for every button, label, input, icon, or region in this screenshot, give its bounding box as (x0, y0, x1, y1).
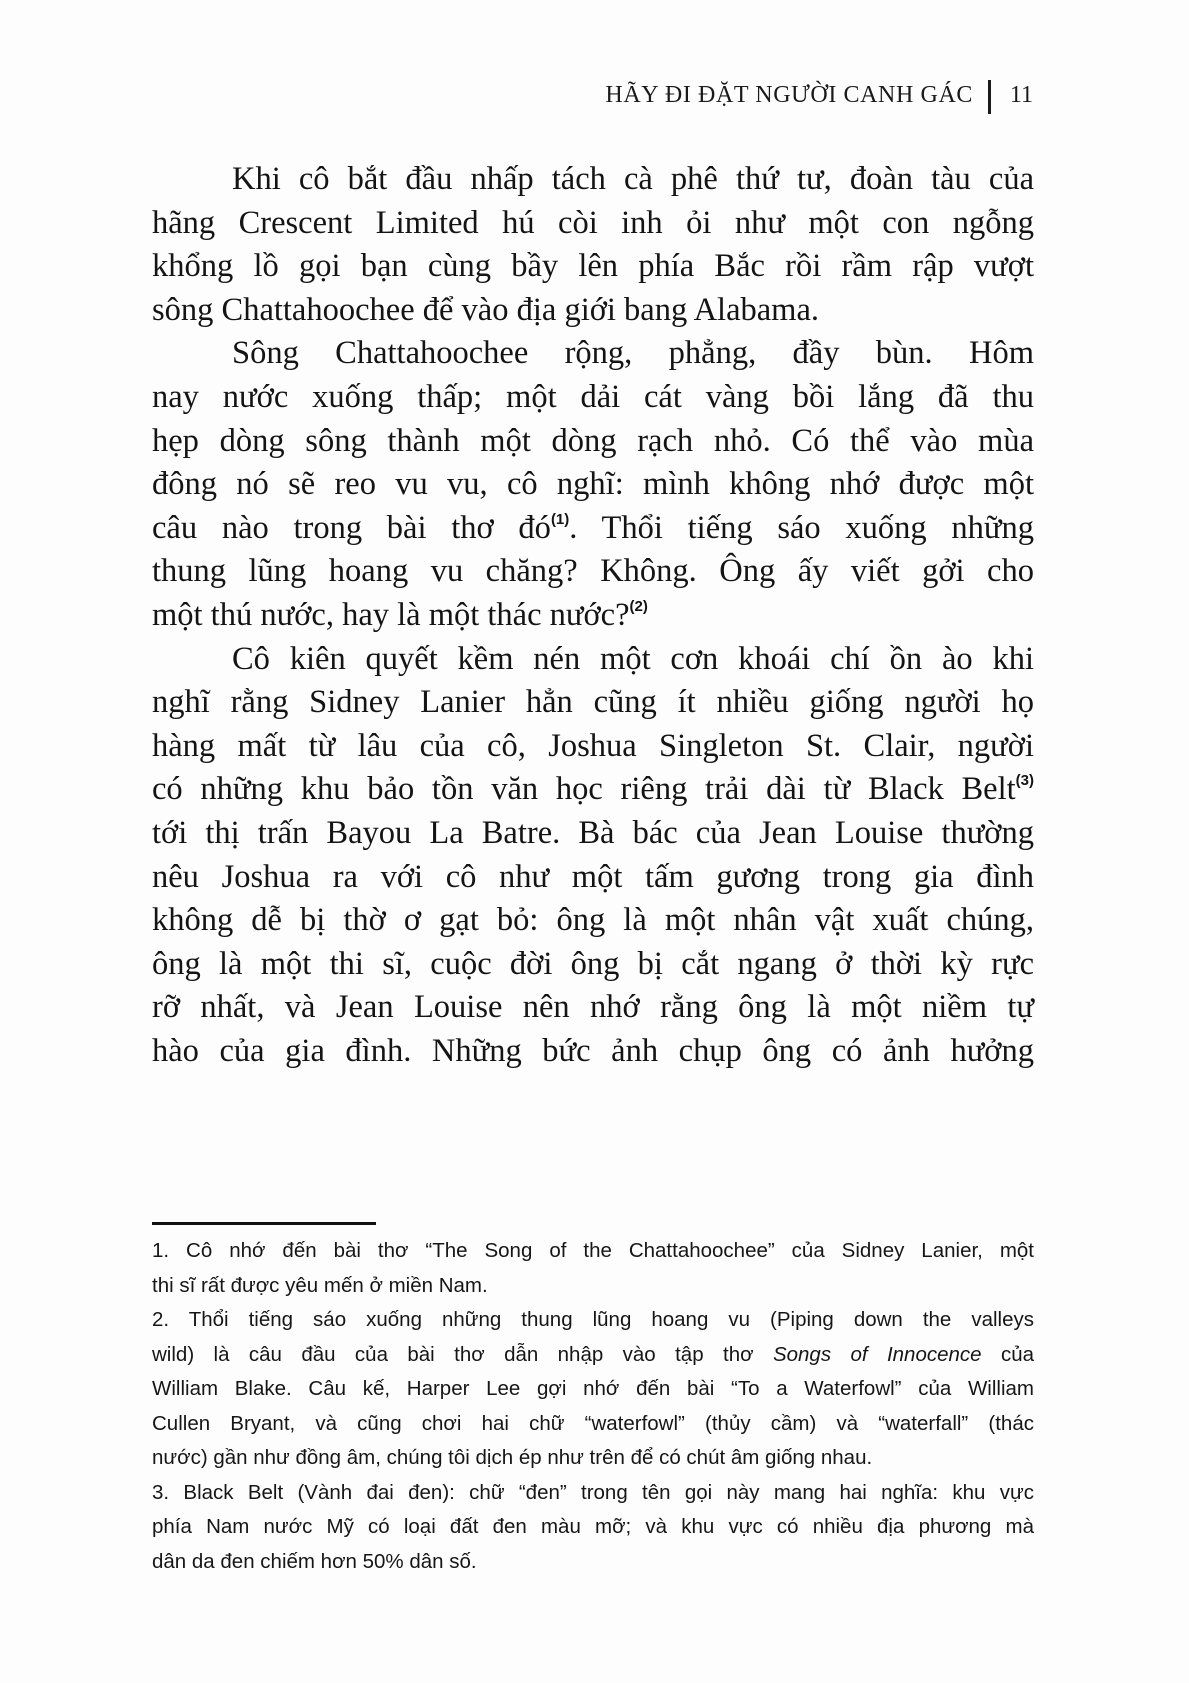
footnotes (152, 1234, 1034, 1579)
footnote-line: dân da đen chiếm hơn 50% dân số. (152, 1549, 477, 1573)
footnote-segment: của (981, 1342, 1035, 1366)
body-line: Cô kiên quyết kềm nén một cơn khoái chí ồn ào khi (232, 640, 1034, 677)
body-line: hãng Crescent Limited hú còi inh ỏi như một con ngỗng (152, 204, 1034, 241)
body-line-segment: . Thổi tiếng sáo xuống những (569, 509, 1034, 546)
body-line: ông là một thi sĩ, cuộc đời ông bị cắt ngang ở thời kỳ rực (152, 945, 1034, 982)
body-line: hàng mất từ lâu của cô, Joshua Singleton St. Clair, người (152, 727, 1034, 764)
footnote-separator (152, 1222, 376, 1225)
footnote-line: nước) gần như đồng âm, chúng tôi dịch ép như trên để có chút âm giống nhau. (152, 1446, 873, 1469)
running-head (520, 78, 1035, 118)
body-line: Khi cô bắt đầu nhấp tách cà phê thứ tư, đoàn tàu của (232, 161, 1034, 197)
footnote-ref-1[interactable]: (1) (550, 510, 570, 528)
footnote-ref-3[interactable]: (3) (1015, 772, 1034, 790)
footnote-line: phía Nam nước Mỹ có loại đất đen màu mỡ; và khu vực có nhiều địa phương mà (152, 1515, 1034, 1538)
body-line: rỡ nhất, và Jean Louise nên nhớ rằng ông là một niềm tự (152, 989, 1034, 1026)
body-line: tới thị trấn Bayou La Batre. Bà bác của Jean Louise thường (152, 814, 1034, 851)
book-title: Songs of Innocence (772, 1342, 982, 1366)
footnote-line: William Blake. Câu kế, Harper Lee gợi nhớ đến bài “To a Waterfowl” của William (152, 1377, 1034, 1400)
body-line: hẹp dòng sông thành một dòng rạch nhỏ. Có thể vào mùa (152, 422, 1034, 459)
body-text (152, 158, 1034, 1073)
footnote-line: 2. Thổi tiếng sáo xuống những thung lũng hoang vu (Piping down the valleys (152, 1308, 1034, 1331)
body-line: thung lũng hoang vu chăng? Không. Ông ấy viết gởi cho (152, 553, 1034, 590)
page-number: 11 (1009, 82, 1033, 108)
footnote-line: Cullen Bryant, và cũng chơi hai chữ “waterfowl” (thủy cầm) và “waterfall” (thác (152, 1411, 1034, 1435)
body-line: đông nó sẽ reo vu vu, cô nghĩ: mình không nhớ được một (152, 466, 1034, 503)
body-line: nêu Joshua ra với cô như một tấm gương trong gia đình (152, 858, 1034, 895)
body-line: Sông Chattahoochee rộng, phẳng, đầy bùn. Hôm (232, 335, 1034, 372)
footnote-ref-2[interactable]: (2) (629, 597, 648, 615)
footnote-line: thi sĩ rất được yêu mến ở miền Nam. (152, 1273, 488, 1297)
body-line: hào của gia đình. Những bức ảnh chụp ông có ảnh hưởng (152, 1032, 1034, 1069)
body-line (152, 768, 1034, 812)
body-line-segment: một thú nước, hay là một thác nước? (152, 596, 630, 633)
running-head-title: HÃY ĐI ĐẶT NGƯỜI CANH GÁC (605, 82, 973, 108)
footnote-line (152, 1338, 1034, 1373)
footnote-segment: wild) là câu đầu của bài thơ dẫn nhập vào tập thơ (152, 1342, 773, 1366)
body-line (152, 594, 1034, 638)
body-line: không dễ bị thờ ơ gạt bỏ: ông là một nhân vật xuất chúng, (152, 902, 1034, 939)
body-line-segment: câu nào trong bài thơ đó (152, 509, 551, 546)
body-line: sông Chattahoochee để vào địa giới bang Alabama. (152, 291, 819, 328)
body-line: nghĩ rằng Sidney Lanier hẳn cũng ít nhiều giống người họ (152, 684, 1034, 721)
body-line-segment: có những khu bảo tồn văn học riêng trải dài từ Black Belt (152, 771, 1016, 808)
body-line (152, 507, 1034, 551)
body-line: nay nước xuống thấp; một dải cát vàng bồi lắng đã thu (152, 378, 1034, 415)
footnote-line: 1. Cô nhớ đến bài thơ “The Song of the Chattahoochee” của Sidney Lanier, một (152, 1239, 1034, 1262)
footnote-line: 3. Black Belt (Vành đai đen): chữ “đen” trong tên gọi này mang hai nghĩa: khu vực (152, 1480, 1034, 1504)
body-line: khổng lồ gọi bạn cùng bầy lên phía Bắc rồi rầm rập vượt (152, 248, 1034, 285)
running-head-divider (988, 80, 991, 114)
